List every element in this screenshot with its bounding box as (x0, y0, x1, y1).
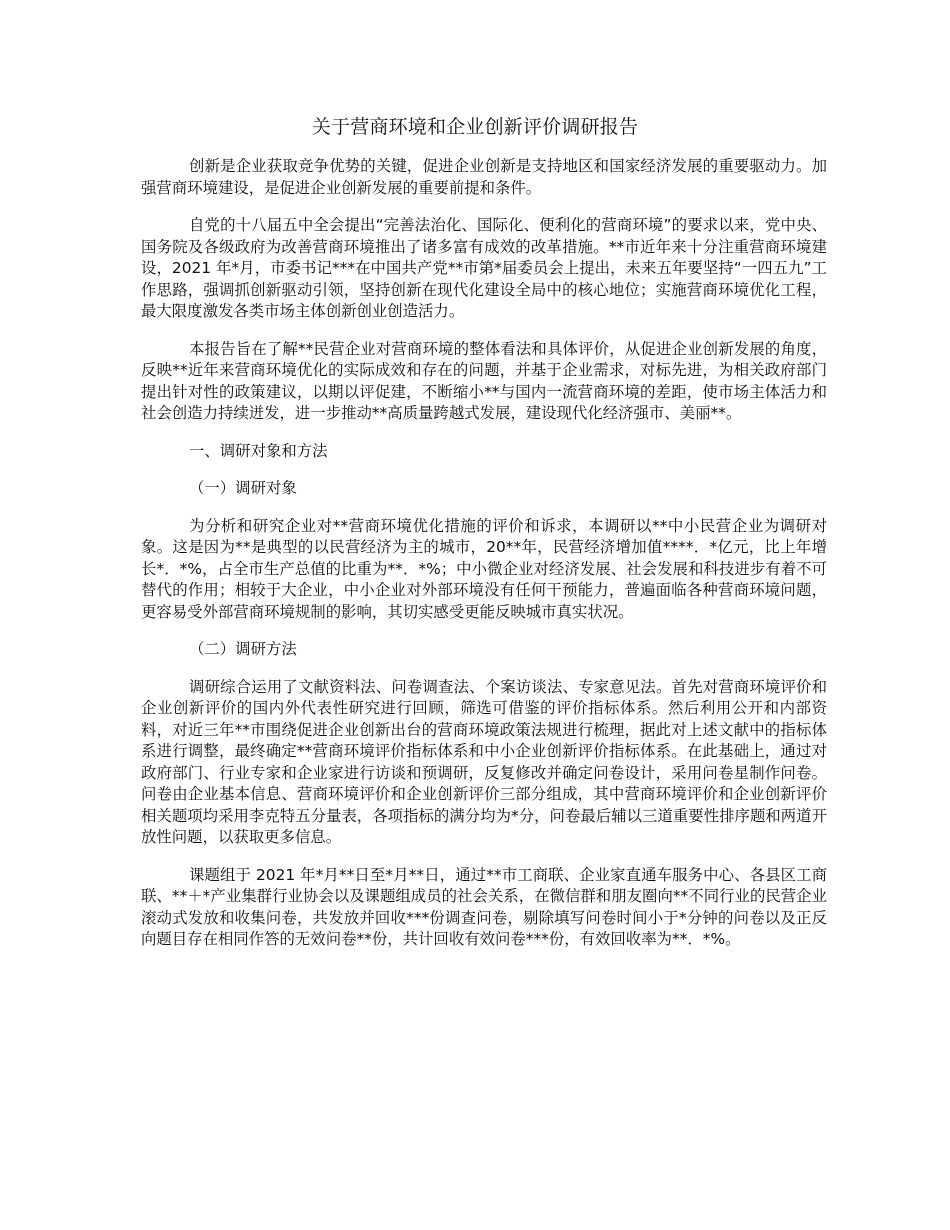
document-title: 关于营商环境和企业创新评价调研报告 (311, 116, 639, 138)
paragraph-methods: 调研综合运用了文献资料法、问卷调查法、个案访谈法、专家意见法。首先对营商环境评价和企业创新评价的国内外代表性研究进行回顾，筛选可借鉴的评价指标体系。然后利用公开和内部资料，对近三年**市围绕促进企业创新出台的营商环境政策法规进行梳理，据此对上述文献中的指标体系进行调整，最终确定**营商环境评价指标体系和中小企业创新评价指标体系。在此基础上，通过对政府部门、行业专家和企业家进行访谈和预调研，反复修改并确定问卷设计，采用问卷星制作问卷。问卷由企业基本信息、营商环境评价和企业创新评价三部分组成，其中营商环境评价和企业创新评价相关题项均采用李克特五分量表，各项指标的满分均为*分，问卷最后辅以三道重要性排序题和两道开放性问题，以获取更多信息。 (141, 677, 827, 846)
subsection-heading-objects: （一）调研对象 (189, 479, 297, 497)
subsection-heading-methods: （二）调研方法 (189, 640, 297, 658)
paragraph-objects: 为分析和研究企业对**营商环境优化措施的评价和诉求，本调研以**中小民营企业为调研对象。这是因为**是典型的以民营经济为主的城市，20**年，民营经济增加值****．*亿元，比上年增长*．*%，占全市生产总值的比重为**．*%；中小微企业对经济发展、社会发展和科技进步有着不可替代的作用；相较于大企业，中小企业对外部环境没有任何干预能力，普遍面临各种营商环境问题，更容易受外部营商环境规制的影响，其切实感受更能反映城市真实状况。 (141, 516, 827, 621)
paragraph-survey: 课题组于 2021 年*月**日至*月**日，通过**市工商联、企业家直通车服务中心、各县区工商联、**＋*产业集群行业协会以及课题组成员的社会关系，在微信群和朋友圈向**不同行业的民营企业滚动式发放和收集问卷，共发放并回收***份调查问卷，剔除填写问卷时间小于*分钟的问卷以及正反向题目存在相同作答的无效问卷**份，共计回收有效问卷***份，有效回收率为**．*%。 (141, 865, 827, 948)
section-heading-objects-methods: 一、调研对象和方法 (189, 441, 328, 460)
paragraph-intro: 创新是企业获取竞争优势的关键，促进企业创新是支持地区和国家经济发展的重要驱动力。加强营商环境建设，是促进企业创新发展的重要前提和条件。 (141, 157, 827, 197)
paragraph-purpose: 本报告旨在了解**民营企业对营商环境的整体看法和具体评价，从促进企业创新发展的角度，反映**近年来营商环境优化的实际成效和存在的问题，并基于企业需求，对标先进，为相关政府部门提出针对性的政策建议，以期以评促建，不断缩小**与国内一流营商环境的差距，使市场主体活力和社会创造力持续迸发，进一步推动**高质量跨越式发展，建设现代化经济强市、美丽**。 (141, 339, 827, 422)
document-body (141, 156, 827, 967)
paragraph-background: 自党的十八届五中全会提出“完善法治化、国际化、便利化的营商环境”的要求以来，党中央、国务院及各级政府为改善营商环境推出了诸多富有成效的改革措施。**市近年来十分注重营商环境建设，2021 年*月，市委书记***在中国共产党**市第*届委员会上提出，未来五年要坚持“一四五九”工作思路，强调抓创新驱动引领，坚持创新在现代化建设全局中的核心地位；实施营商环境优化工程，最大限度激发各类市场主体创新创业创造活力。 (141, 216, 827, 320)
